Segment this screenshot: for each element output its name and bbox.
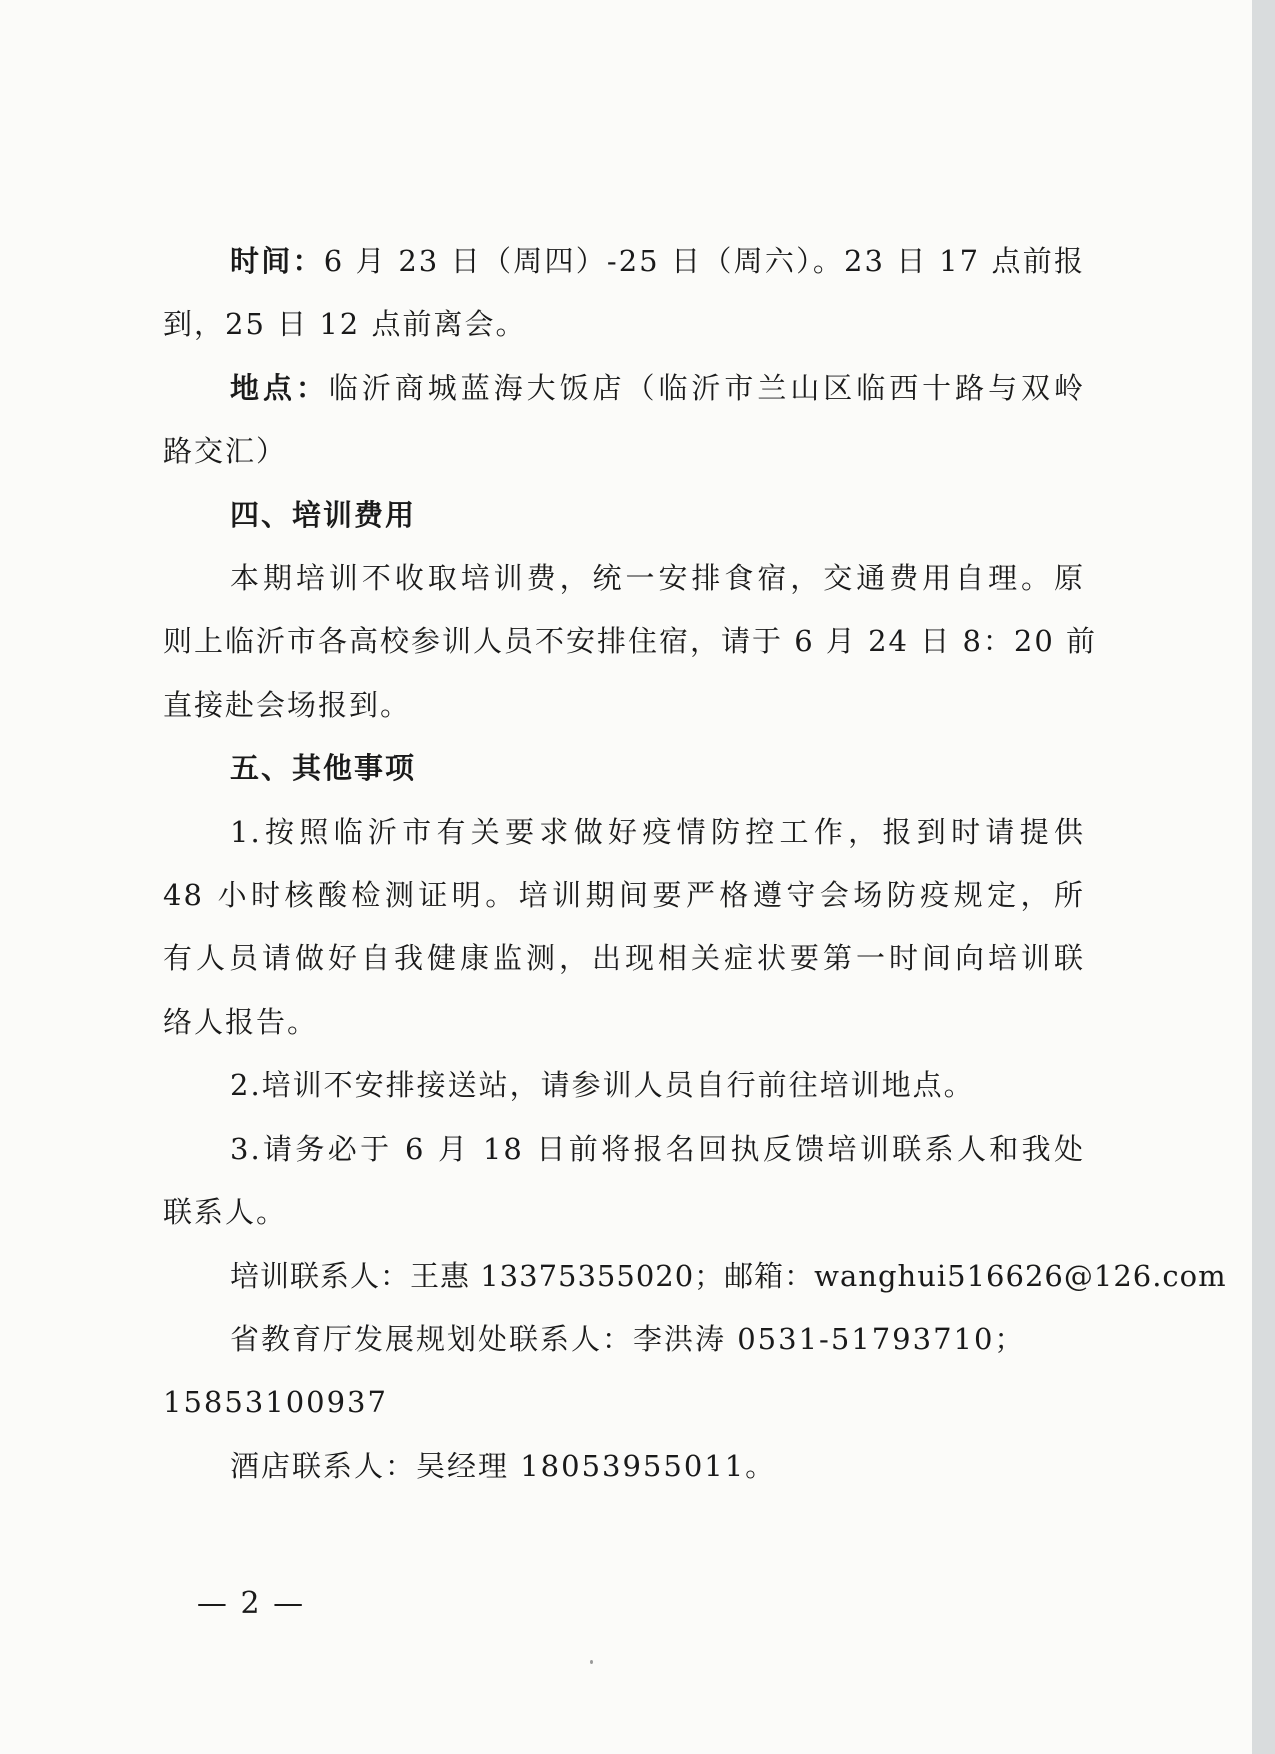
venue-label: 地点： (230, 371, 329, 405)
fees-paragraph-line: 直接赴会场报到。 (163, 688, 412, 722)
training-contact-line: 培训联系人：王惠 13375355020；邮箱：wanghui516626@126.com (230, 1259, 1227, 1293)
section-heading-fees: 四、培训费用 (230, 498, 417, 532)
other-item-3-line: 联系人。 (163, 1195, 288, 1229)
page-number: — 2 — (196, 1586, 306, 1621)
other-item-2-line: 2.培训不安排接送站，请参训人员自行前往培训地点。 (230, 1068, 975, 1102)
section-heading-other: 五、其他事项 (230, 751, 417, 785)
scan-speck (590, 1660, 593, 1664)
venue-line (230, 368, 1085, 408)
fees-paragraph-line: 本期培训不收取培训费，统一安排食宿，交通费用自理。原 (230, 561, 1085, 595)
department-contact-line: 省教育厅发展规划处联系人：李洪涛 0531-51793710； (230, 1322, 1026, 1356)
schedule-time-line-cont: 到，25 日 12 点前离会。 (163, 307, 527, 341)
schedule-time-line (230, 241, 1085, 281)
department-contact-line-cont: 15853100937 (163, 1385, 388, 1419)
other-item-1-line: 48 小时核酸检测证明。培训期间要严格遵守会场防疫规定，所 (163, 878, 1085, 912)
time-label: 时间： (230, 244, 324, 278)
hotel-contact-line: 酒店联系人：吴经理 18053955011。 (230, 1449, 777, 1483)
other-item-1-line: 络人报告。 (163, 1005, 319, 1039)
other-item-1-line: 有人员请做好自我健康监测，出现相关症状要第一时间向培训联 (163, 941, 1085, 975)
venue-line-cont: 路交汇） (163, 434, 288, 468)
venue-text: 临沂商城蓝海大饭店（临沂市兰山区临西十路与双岭 (328, 371, 1085, 405)
scan-edge (1252, 0, 1275, 1754)
time-text: 6 月 23 日（周四）-25 日（周六）。23 日 17 点前报 (323, 244, 1085, 278)
other-item-1-line: 1.按照临沂市有关要求做好疫情防控工作，报到时请提供 (230, 815, 1085, 849)
fees-paragraph-line: 则上临沂市各高校参训人员不安排住宿，请于 6 月 24 日 8：20 前 (163, 624, 1098, 658)
other-item-3-line: 3.请务必于 6 月 18 日前将报名回执反馈培训联系人和我处 (230, 1132, 1085, 1166)
